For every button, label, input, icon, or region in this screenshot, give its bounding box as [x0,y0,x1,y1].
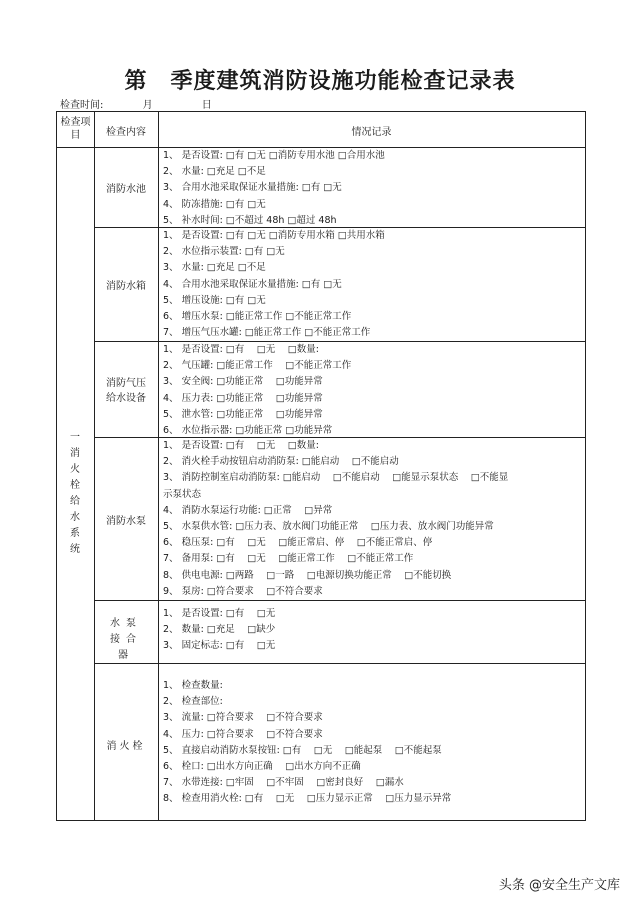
records-fire-pool [163,148,585,229]
record-line: 4、 消防水泵运行功能: □正常 □异常 [163,504,333,516]
record-line: 1、 检查数量: [163,680,223,691]
record-line: 2、 数量: □充足 □缺少 [163,624,276,636]
record-line: 3、 固定标志: □有 □无 [163,640,276,652]
header-check-item: 检查项目 [60,117,91,141]
record-line: 1、 是否设置: □有 □无 □数量: [163,344,319,355]
record-line: 2、 检查部位: [163,696,223,708]
record-line: 5、 增压设施: □有 □无 [163,294,266,306]
record-line: 6、 栓口: □出水方向正确 □出水方向不正确 [163,760,361,772]
record-line: 7、 备用泵: □有 □无 □能正常工作 □不能正常工作 [163,553,414,565]
date-day: 日 [201,100,212,111]
record-line: 5、 泄水管: □功能正常 □功能异常 [163,408,323,420]
header-record: 情况记录 [351,127,392,138]
record-line: 1、 是否设置: □有 □无 □消防专用水池 □合用水池 [163,150,385,161]
inspection-table [56,111,586,821]
record-line: 7、 水带连接: □牢固 □不牢固 □密封良好 □漏水 [163,777,404,789]
record-line: 1、 是否设置: □有 □无 □数量: [163,440,319,451]
record-line: 6、 水位指示器: □功能正常 □功能异常 [163,424,333,436]
record-line: 5、 水泵供水管: □压力表、放水阀门功能正常 □压力表、放水阀门功能异常 [163,520,494,532]
records-pressure-equipment [163,342,585,439]
source-watermark: 头条 @安全生产文库 [498,878,620,893]
record-line: 8、 供电电源: □两路 □一路 □电源切换功能正常 □不能切换 [163,569,452,581]
inspection-date-line [60,96,212,111]
record-line: 3、 水量: □充足 □不足 [163,262,266,274]
record-line: 4、 压力: □符合要求 □不符合要求 [163,728,323,740]
record-line: 6、 稳压泵: □有 □无 □能正常启、停 □不能正常启、停 [163,537,433,549]
sub-fire-tank: 消防水箱 [106,281,146,292]
header-check-content: 检查内容 [106,127,146,138]
record-line: 2、 水位指示装置: □有 □无 [163,246,285,258]
date-month: 月 [142,100,153,111]
sub-fire-pool: 消防水池 [106,184,146,195]
date-label: 检查时间: [60,100,104,111]
record-line: 4、 压力表: □功能正常 □功能异常 [163,392,323,404]
record-line: 3、 合用水池采取保证水量措施: □有 □无 [163,182,342,194]
category-hydrant-system: 一消火栓给水系统 [70,432,80,555]
record-line: 1、 是否设置: □有 □无 [163,608,276,619]
record-line: 示泵状态 [163,488,202,500]
record-line: 5、 直接启动消防水泵按钮: □有 □无 □能起泵 □不能起泵 [163,744,442,756]
record-line: 4、 防冻措施: □有 □无 [163,198,266,210]
record-line: 4、 合用水池采取保证水量措施: □有 □无 [163,278,342,290]
record-line: 3、 消防控制室启动消防泵: □能启动 □不能启动 □能显示泵状态 □不能显 [163,472,509,484]
record-line: 1、 是否设置: □有 □无 □消防专用水箱 □共用水箱 [163,230,385,241]
records-fire-tank [163,228,585,341]
record-line: 9、 泵房: □符合要求 □不符合要求 [163,585,323,597]
page-title: 第 季度建筑消防设施功能检查记录表 [124,69,516,94]
record-line: 5、 补水时间: □不超过 48h □超过 48h [163,214,337,226]
record-line: 3、 安全阀: □功能正常 □功能异常 [163,376,323,388]
records-hydrant [163,678,585,808]
sub-hydrant: 消火栓 [106,741,146,752]
records-pump-connector [163,606,585,655]
record-line: 8、 检查用消火栓: □有 □无 □压力显示正常 □压力显示异常 [163,793,452,805]
record-line: 2、 气压罐: □能正常工作 □不能正常工作 [163,360,352,372]
records-fire-pump [163,438,585,600]
record-line: 3、 流量: □符合要求 □不符合要求 [163,712,323,724]
record-line: 2、 消火栓手动按钮启动消防泵: □能启动 □不能启动 [163,456,399,468]
sub-fire-pump: 消防水泵 [106,516,146,527]
sub-pump-connector: 水泵接合器 [110,618,142,661]
sub-pressure-equipment: 消防气压给水设备 [106,378,146,404]
record-line: 2、 水量: □充足 □不足 [163,166,266,178]
record-line: 6、 增压水泵: □能正常工作 □不能正常工作 [163,310,352,322]
record-line: 7、 增压气压水罐: □能正常工作 □不能正常工作 [163,327,371,339]
